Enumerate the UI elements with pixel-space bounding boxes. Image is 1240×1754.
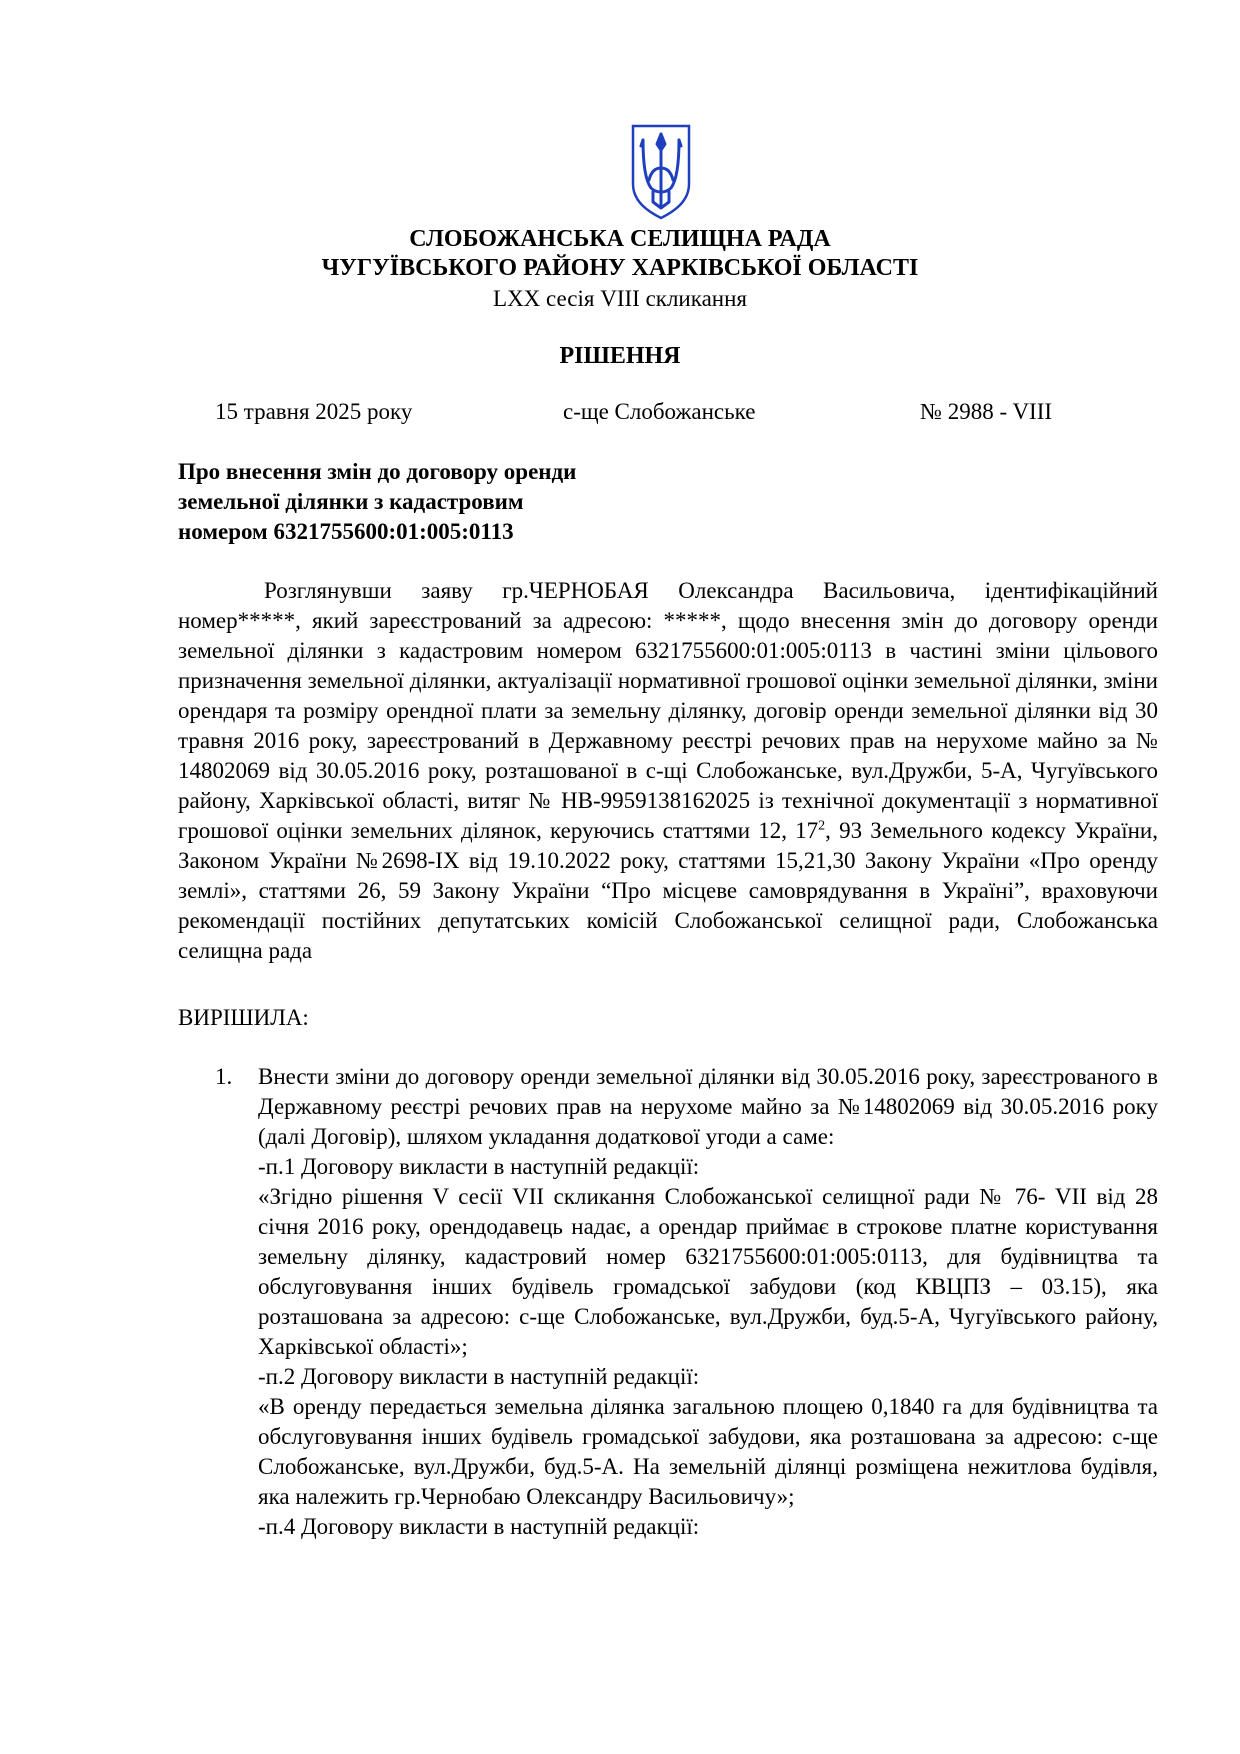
- council-name: СЛОБОЖАНСЬКА СЕЛИЩНА РАДА: [409, 226, 831, 252]
- decision-title: РІШЕННЯ: [559, 343, 681, 369]
- decision-place: с-ще Слобожанське: [563, 399, 756, 424]
- decision-subject: [178, 457, 738, 547]
- preamble-text: Розглянувши заяву гр.ЧЕРНОБАЯ Олександра Васильовича, ідентифікаційний номер*****, який зареєстрований за адресою: *****, щодо внесення змін до договору оренди земельної ділянки з кадастровим номером 6321755600:01:005:0113 в частині зміни цільового призначення земельної ділянки, актуалізації нормативної грошової оцінки земельної ділянки, зміни орендаря та розміру орендної плати за земельну ділянку, договір оренди земельної ділянки від 30 травня 2016 року, зареєстрований в Державному реєстрі речових прав на нерухоме майно за № 14802069 від 30.05.2016 року, розташованої в с-щі Слобожанське, вул.Дружби, 5-А, Чугуївського району, Харківської області, витяг № НВ-9959138162025 із технічної документації з нормативної грошової оцінки земельних ділянок, керуючись статтями 12, 17: [178, 578, 1158, 843]
- clause-label: -п.2 Договору викласти в наступній редакції:: [258, 1364, 700, 1389]
- clause-text: «В оренду передається земельна ділянка загальною площею 0,1840 га для будівництва та обслуговування інших будівель громадської забудови, яка розташована за адресою: с-ще Слобожанське, вул.Дружби, буд.5-А. На земельній ділянці розміщена нежитлова будівля, яка належить гр.Чернобаю Олександру Васильовичу»;: [258, 1394, 1158, 1509]
- session-info: LXX сесія VIII скликання: [493, 286, 747, 311]
- trident-coat-of-arms-icon: [629, 122, 693, 220]
- preamble-text-continued: , 93 Земельного кодексу України, Законом України №2698-IX від 19.10.2022 року, статтями 15,21,30 Закону України «Про оренду землі», статтями 26, 59 Закону України “Про місцеве самоврядування в Україні”, враховуючи рекомендації постійних депутатських комісій Слобожанської селищної ради, Слобожанська селищна рада: [178, 818, 1158, 963]
- clause-label: -п.4 Договору викласти в наступній редакції:: [258, 1514, 700, 1539]
- subject-line: земельної ділянки з кадастровим: [178, 489, 524, 514]
- resolved-label: ВИРІШИЛА:: [178, 1005, 309, 1030]
- subject-line: Про внесення змін до договору оренди: [178, 459, 577, 484]
- decision-date: 15 травня 2025 року: [215, 399, 413, 424]
- preamble-paragraph: [178, 576, 1158, 966]
- subject-line: номером 6321755600:01:005:0113: [178, 519, 514, 544]
- item-number: 1.: [215, 1064, 233, 1089]
- item-body: [258, 1062, 1158, 1542]
- article-superscript: 2: [818, 818, 826, 834]
- item-intro: Внести зміни до договору оренди земельної ділянки від 30.05.2016 року, зареєстрованого в Державному реєстрі речових прав на нерухоме майно за №14802069 від 30.05.2016 року (далі Договір), шляхом укладання додаткової угоди а саме:: [258, 1064, 1158, 1149]
- council-district: ЧУГУЇВСЬКОГО РАЙОНУ ХАРКІВСЬКОЇ ОБЛАСТІ: [321, 255, 919, 281]
- clause-label: -п.1 Договору викласти в наступній редакції:: [258, 1154, 700, 1179]
- decision-number: № 2988 - VIII: [920, 399, 1053, 424]
- clause-text: «Згідно рішення V сесії VII скликання Слобожанської селищної ради № 76- VII від 28 січня 2016 року, орендодавець надає, а орендар приймає в строкове платне користування земельну ділянку, кадастровий номер 6321755600:01:005:0113, для будівництва та обслуговування інших будівель громадської забудови (код КВЦПЗ – 03.15), яка розташована за адресою: с-ще Слобожанське, вул.Дружби, буд.5-А, Чугуївського району, Харківської області»;: [258, 1184, 1158, 1359]
